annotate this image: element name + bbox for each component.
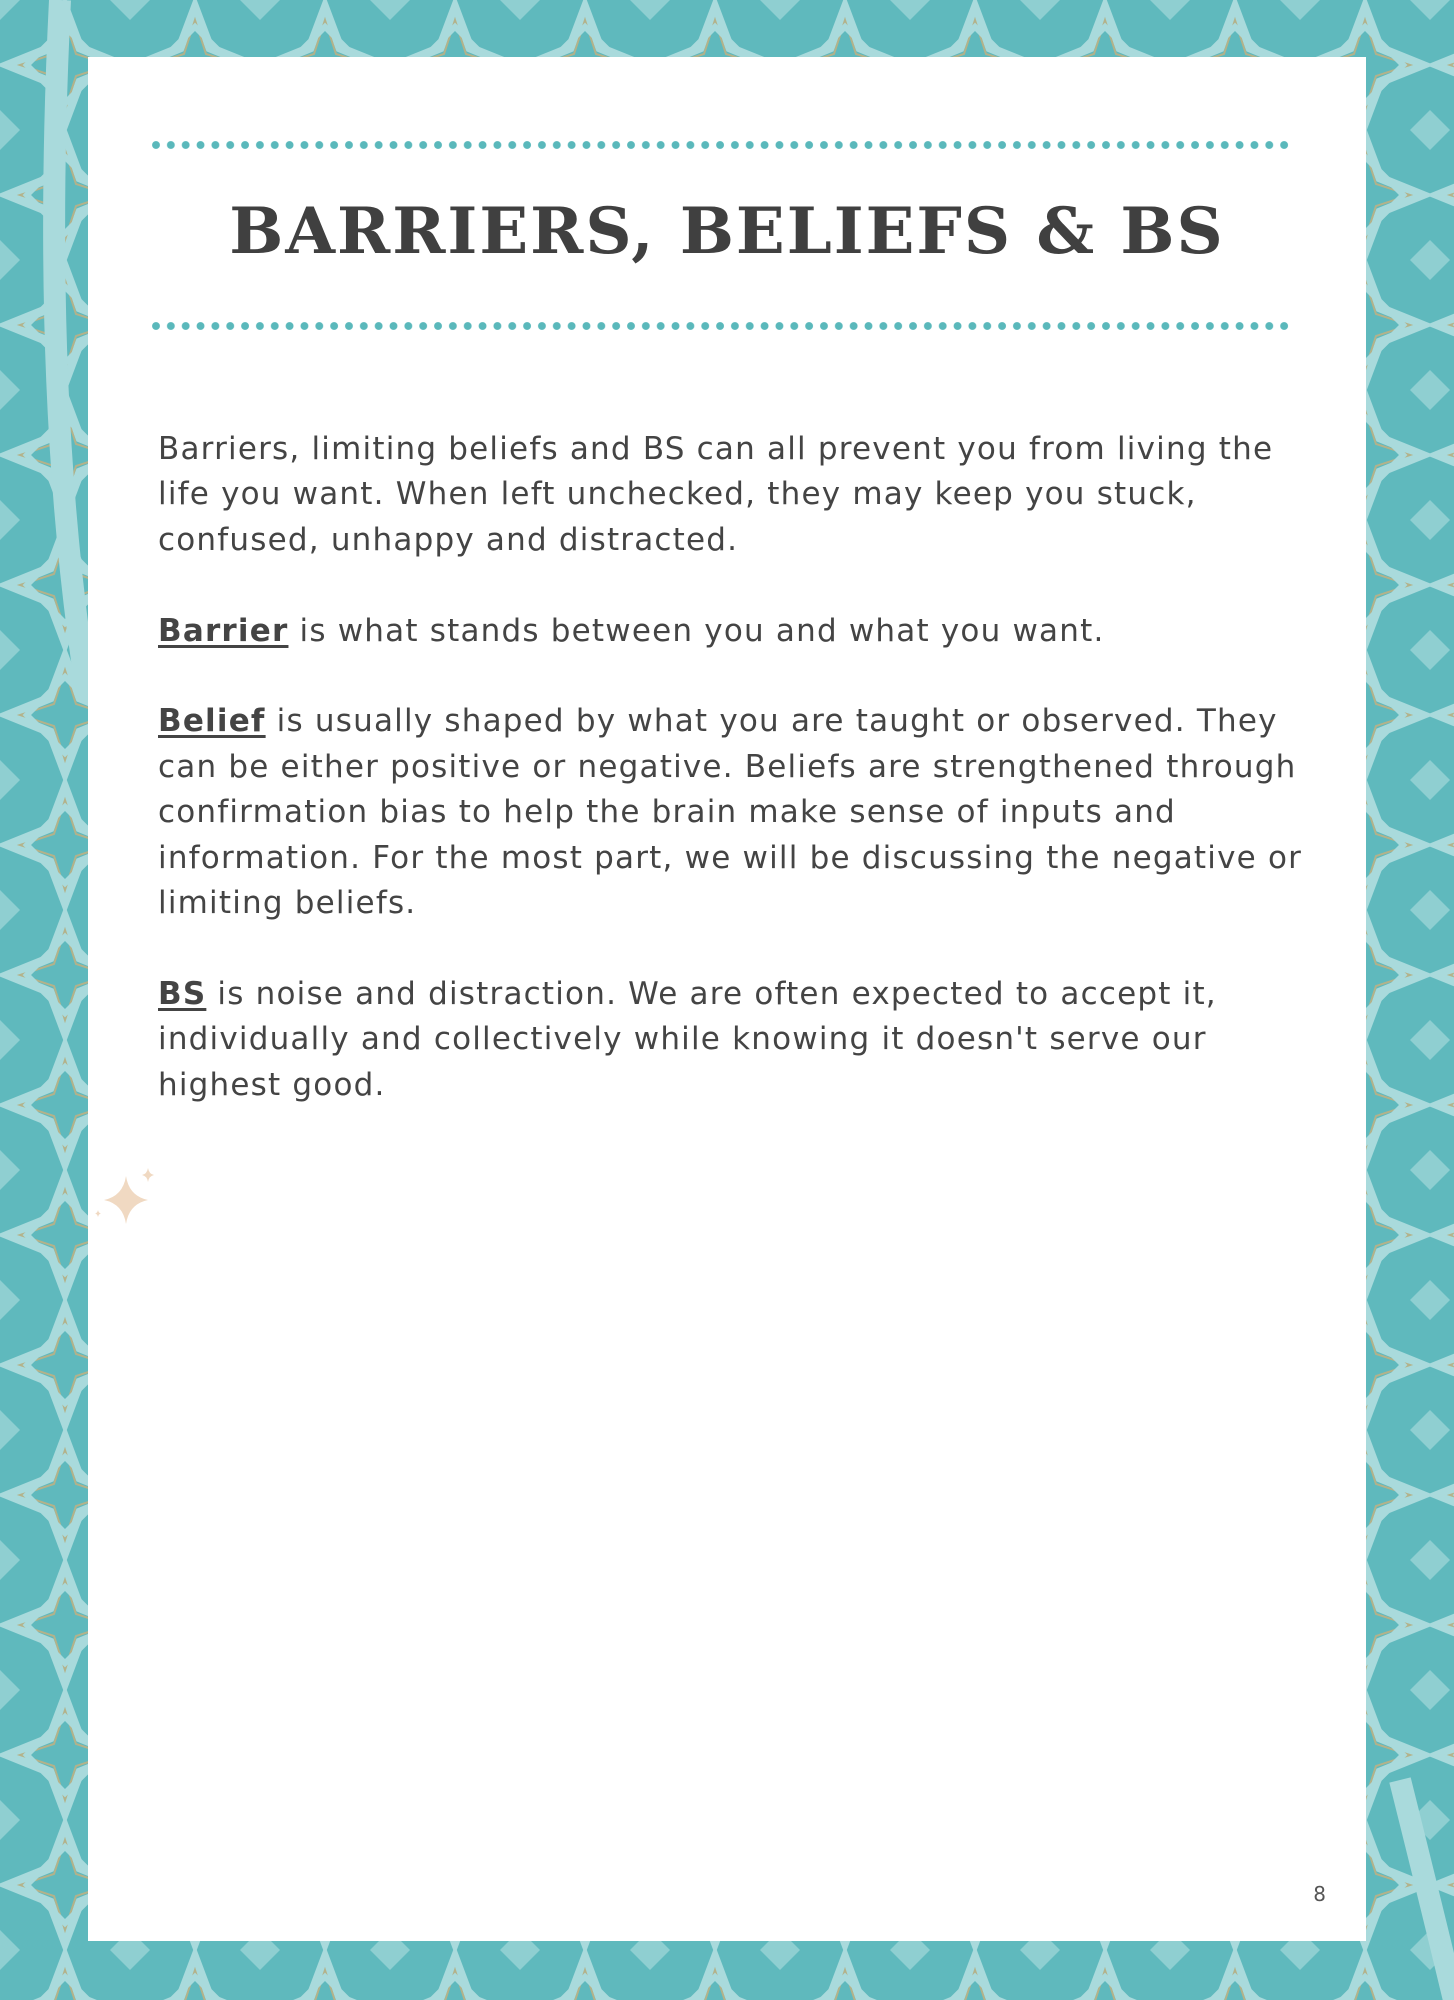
barrier-definition: is what stands between you and what you want. [288,612,1105,649]
sparkle-icon [92,1166,164,1232]
barrier-term: Barrier [158,612,289,649]
bs-definition: is noise and distraction. We are often expected to accept it, individually and collectively while knowing it doesn't serve our highest good. [158,975,1217,1103]
page-title: BARRIERS, BELIEFS & BS [229,194,1225,269]
page-number: 8 [1313,1882,1326,1906]
barrier-paragraph [158,609,1318,654]
body-text [158,427,1318,1153]
intro-paragraph: Barriers, limiting beliefs and BS can all prevent you from living the life you want. When left unchecked, they may keep you stuck, confused, unhappy and distracted. [158,431,1274,558]
dotted-divider-top [152,141,1294,149]
bs-term: BS [158,975,207,1012]
bs-paragraph [158,972,1318,1108]
belief-term: Belief [158,703,266,740]
belief-paragraph [158,699,1318,926]
belief-definition: is usually shaped by what you are taught or observed. They can be either positive or negative. Beliefs are strengthened through confirmation bias to help the brain make sense of inputs and information. For the most part, we will be discussing the negative or limiting beliefs. [158,703,1303,922]
dotted-divider-bottom [152,322,1294,330]
document-page [88,57,1366,1941]
